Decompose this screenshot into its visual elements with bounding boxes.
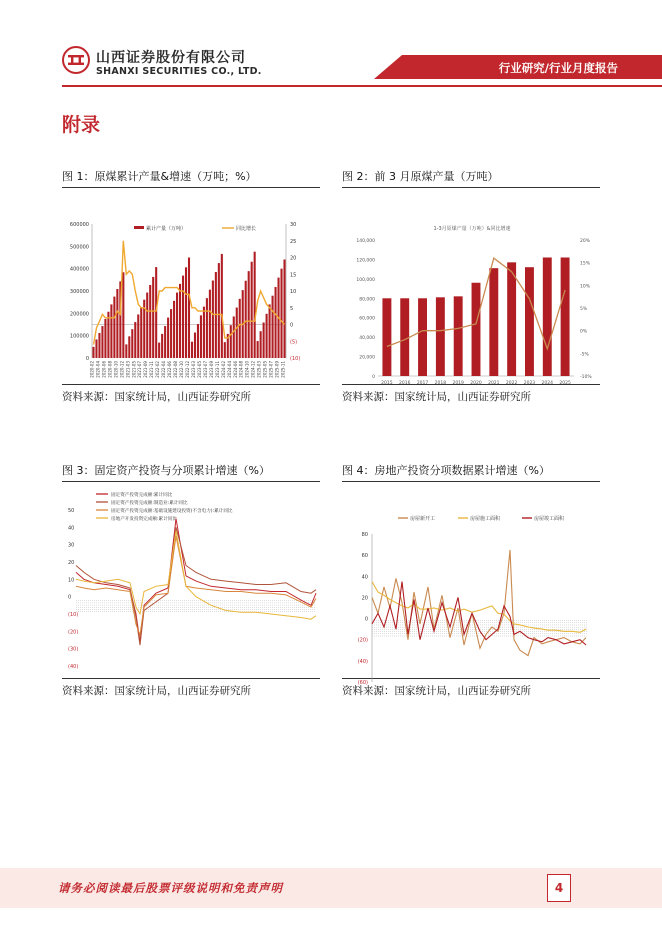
- page-number: 4: [547, 874, 571, 902]
- y-tick-right: 5%: [580, 307, 588, 312]
- y-tick-left: 300000: [69, 289, 89, 295]
- bar: [203, 307, 205, 358]
- y-tick: (60): [357, 680, 368, 686]
- bar: [206, 298, 208, 358]
- bar: [182, 276, 184, 358]
- y-tick-right: (5): [290, 339, 298, 346]
- company-name-cn: 山西证券股份有限公司: [96, 50, 246, 66]
- x-tick: 2020-10: [113, 361, 119, 378]
- figure-1-chart: [62, 188, 320, 384]
- x-tick: 2024-02: [220, 361, 226, 378]
- y-tick-left: 60,000: [359, 316, 375, 322]
- x-tick: 2021-05: [131, 361, 137, 378]
- x-tick: 2022-06: [167, 361, 173, 378]
- series-line: [76, 531, 316, 619]
- x-tick: 2022-10: [179, 361, 185, 378]
- bar: [525, 267, 534, 376]
- x-tick: 2017: [416, 381, 429, 386]
- y-tick: (10): [68, 612, 79, 618]
- y-tick-right: (10): [290, 356, 301, 362]
- y-tick: 40: [361, 574, 368, 581]
- y-tick-left: 120,000: [356, 258, 375, 264]
- x-tick: 2024: [541, 381, 553, 386]
- bar: [263, 322, 265, 358]
- page-header: [0, 0, 662, 88]
- x-tick: 2025-11: [280, 361, 286, 378]
- bar: [472, 283, 481, 376]
- x-tick: 2022-08: [173, 361, 179, 378]
- figure-2-source: 资料来源：国家统计局，山西证券研究所: [342, 384, 600, 404]
- figure-2-title: 图 2：前 3 月原煤产量（万吨）: [342, 168, 600, 188]
- header-divider: [62, 85, 662, 87]
- y-tick: 40: [68, 525, 75, 532]
- x-tick: 2024-08: [238, 361, 244, 378]
- bar: [400, 298, 409, 376]
- bar: [137, 314, 139, 358]
- series-line: [372, 582, 586, 633]
- bar: [507, 262, 516, 376]
- x-tick: 2023-07: [202, 361, 208, 378]
- bar: [110, 304, 112, 358]
- y-tick-right: 20%: [580, 239, 591, 244]
- x-tick: 2023-09: [208, 361, 214, 378]
- x-tick: 2021-07: [137, 361, 143, 378]
- bar: [212, 281, 214, 358]
- x-tick: 2025-03: [256, 361, 262, 378]
- bar: [116, 289, 118, 358]
- report-type-tag: 行业研究/行业月度报告: [498, 61, 618, 75]
- legend-label: 同比增长: [236, 226, 257, 232]
- figure-4: [342, 462, 600, 698]
- x-tick: 2016: [399, 381, 411, 386]
- bar: [254, 252, 256, 358]
- y-tick-left: 600000: [69, 222, 89, 228]
- y-tick-right: 30: [290, 222, 297, 228]
- bar: [209, 290, 211, 358]
- x-tick: 2024-04: [226, 361, 232, 378]
- bar: [191, 342, 193, 358]
- x-tick: 2025-07: [268, 361, 274, 378]
- y-tick: 20: [361, 595, 368, 602]
- y-tick: (20): [68, 629, 79, 636]
- y-tick-left: 400000: [69, 266, 89, 273]
- x-tick: 2020-02: [89, 361, 95, 378]
- bar: [128, 336, 130, 358]
- bar: [158, 343, 160, 358]
- y-tick-left: 40,000: [359, 336, 375, 342]
- bar: [170, 309, 172, 358]
- figure-4-chart: [342, 482, 600, 686]
- figure-4-source: 资料来源：国家统计局，山西证券研究所: [342, 678, 600, 698]
- y-tick: 20: [68, 560, 75, 566]
- chart-title: 1-3月原煤产量（万吨）&同比增速: [433, 226, 511, 232]
- bar: [543, 257, 552, 376]
- bar: [218, 263, 220, 358]
- x-tick: 2021: [488, 381, 500, 386]
- bar: [164, 326, 166, 358]
- bar: [224, 342, 226, 358]
- x-tick: 2023: [523, 381, 536, 386]
- bar: [101, 326, 103, 358]
- y-tick: 60: [361, 553, 368, 560]
- x-tick: 2020-08: [107, 361, 113, 378]
- legend-label: 房屋施工面积: [470, 516, 501, 522]
- legend-label: 固定资产投资完成额:累计同比: [111, 493, 173, 498]
- q1-coal-output-chart: [342, 188, 600, 384]
- x-tick: 2020: [470, 381, 482, 386]
- series-line: [76, 527, 316, 645]
- bar: [454, 296, 463, 376]
- figure-1-source: 资料来源：国家统计局，山西证券研究所: [62, 384, 320, 404]
- bar: [283, 260, 285, 358]
- y-tick-right: 15%: [580, 261, 591, 267]
- y-tick: 80: [361, 532, 368, 538]
- y-tick-right: 10%: [580, 284, 591, 290]
- y-tick-left: 100,000: [356, 277, 375, 283]
- x-tick: 2019: [452, 381, 464, 386]
- bar: [269, 304, 271, 358]
- bar: [200, 315, 202, 358]
- bar: [489, 268, 498, 376]
- x-tick: 2021-03: [125, 361, 131, 378]
- bar: [418, 298, 427, 376]
- bar: [185, 267, 187, 358]
- header-band: [402, 55, 662, 79]
- x-tick: 2023-11: [214, 361, 220, 378]
- bar: [140, 307, 142, 358]
- bar: [382, 298, 391, 376]
- bar: [230, 325, 232, 358]
- bar: [236, 308, 238, 358]
- legend-label: 固定资产投资完成额:基础设施建设投资(不含电力):累计同比: [111, 509, 233, 514]
- bar: [179, 284, 181, 358]
- y-tick-left: 80,000: [359, 297, 375, 303]
- y-tick-left: 0: [372, 375, 375, 380]
- coal-output-chart: [62, 188, 320, 384]
- x-tick: 2024-06: [232, 361, 238, 378]
- x-tick: 2020-04: [95, 361, 101, 378]
- x-tick: 2021-11: [149, 361, 155, 378]
- real-estate-investment-chart: [342, 482, 600, 686]
- bar: [248, 271, 250, 358]
- legend-label: 固定资产投资完成额:制造业:累计同比: [111, 501, 188, 506]
- x-tick: 2022-12: [185, 361, 190, 378]
- y-tick-right: 25: [290, 238, 297, 245]
- bar: [104, 319, 106, 358]
- x-tick: 2025: [559, 381, 571, 386]
- y-tick: (30): [68, 646, 79, 653]
- bar: [122, 272, 124, 358]
- y-tick: (40): [357, 658, 368, 665]
- y-tick-right: 10: [290, 289, 297, 295]
- x-tick: 2020-12: [119, 361, 125, 378]
- bar: [188, 258, 190, 359]
- figure-1-title: 图 1：原煤累计产量&增速（万吨；%）: [62, 168, 320, 188]
- bar: [155, 267, 157, 358]
- bar: [167, 318, 169, 358]
- legend-label: 房地产开发投资完成额:累计同比: [111, 517, 177, 522]
- figure-3-chart: [62, 482, 320, 678]
- x-tick: 2024-10: [244, 361, 250, 378]
- x-tick: 2025-09: [274, 361, 280, 378]
- y-tick-left: 100000: [69, 333, 89, 340]
- bar: [561, 257, 570, 376]
- x-tick: 2021-09: [143, 361, 149, 378]
- x-tick: 2024-12: [250, 361, 256, 378]
- y-tick-right: 20: [290, 255, 297, 262]
- bar: [272, 296, 274, 358]
- bar: [197, 324, 199, 358]
- legend-label: 房屋新开工: [410, 516, 436, 522]
- y-tick: (20): [357, 637, 368, 644]
- company-name-en: SHANXI SECURITIES CO., LTD.: [96, 66, 262, 77]
- bar: [176, 293, 178, 358]
- figure-1: [62, 168, 320, 404]
- y-tick-left: 140,000: [356, 239, 375, 244]
- x-tick: 2022-04: [161, 361, 167, 378]
- bar: [436, 297, 445, 376]
- bar: [266, 314, 268, 358]
- figure-3: [62, 462, 320, 698]
- bar: [275, 287, 277, 358]
- bar: [98, 333, 100, 358]
- y-tick-right: 0%: [580, 329, 588, 335]
- bar: [221, 254, 223, 358]
- y-tick-right: 15: [290, 272, 297, 279]
- figure-3-source: 资料来源：国家统计局，山西证券研究所: [62, 678, 320, 698]
- x-tick: 2023-03: [190, 361, 196, 378]
- bar: [134, 322, 136, 358]
- y-tick-right: -5%: [580, 352, 589, 358]
- disclaimer-link[interactable]: 请务必阅读最后股票评级说明和免责声明: [58, 881, 283, 895]
- fixed-asset-investment-chart: [62, 482, 320, 678]
- bar: [95, 339, 97, 358]
- bar: [107, 312, 109, 358]
- bar: [161, 334, 163, 358]
- figure-2: [342, 168, 600, 404]
- bar: [131, 329, 133, 358]
- x-tick: 2018: [434, 381, 447, 386]
- x-tick: 2025-05: [262, 361, 268, 378]
- bar: [239, 299, 241, 358]
- y-tick-left: 200000: [69, 311, 89, 318]
- y-tick-left: 500000: [69, 244, 89, 251]
- bar: [152, 277, 154, 358]
- bar: [149, 285, 151, 358]
- bar: [173, 301, 175, 358]
- x-tick: 2023-05: [196, 361, 202, 378]
- y-tick-right: -10%: [580, 375, 592, 380]
- section-title: 附录: [62, 114, 101, 136]
- bar: [125, 344, 127, 358]
- y-tick-right: 5: [290, 305, 294, 312]
- x-tick: 2015: [381, 381, 393, 386]
- bar: [194, 333, 196, 358]
- y-tick: 50: [68, 508, 75, 514]
- x-tick: 2020-06: [101, 361, 107, 378]
- y-tick: 0: [68, 594, 72, 601]
- y-tick-right: 0: [290, 322, 294, 329]
- bar: [280, 269, 282, 358]
- bar: [245, 281, 247, 358]
- y-tick-left: 20,000: [359, 355, 375, 361]
- page-footer: [0, 868, 662, 908]
- figure-4-title: 图 4：房地产投资分项数据累计增速（%）: [342, 462, 600, 482]
- company-logo-icon: [62, 46, 90, 74]
- y-tick: 0: [364, 616, 368, 623]
- y-tick: 10: [68, 577, 75, 584]
- bar: [233, 316, 235, 358]
- legend-label: 累计产量（万吨）: [146, 226, 187, 232]
- figure-2-chart: [342, 188, 600, 384]
- bar: [92, 347, 94, 358]
- y-tick: 30: [68, 542, 75, 549]
- x-tick: 2022: [505, 381, 518, 386]
- bar: [260, 331, 262, 358]
- y-tick-left: 0: [85, 356, 89, 362]
- bar: [251, 262, 253, 358]
- bar: [257, 341, 259, 358]
- y-tick: (40): [68, 664, 79, 670]
- x-tick: 2022-02: [155, 361, 161, 378]
- legend-label: 房屋竣工面积: [534, 516, 565, 522]
- bar: [113, 297, 115, 358]
- bar: [146, 293, 148, 358]
- figure-3-title: 图 3：固定资产投资与分项累计增速（%）: [62, 462, 320, 482]
- legend-swatch-bar: [134, 226, 144, 229]
